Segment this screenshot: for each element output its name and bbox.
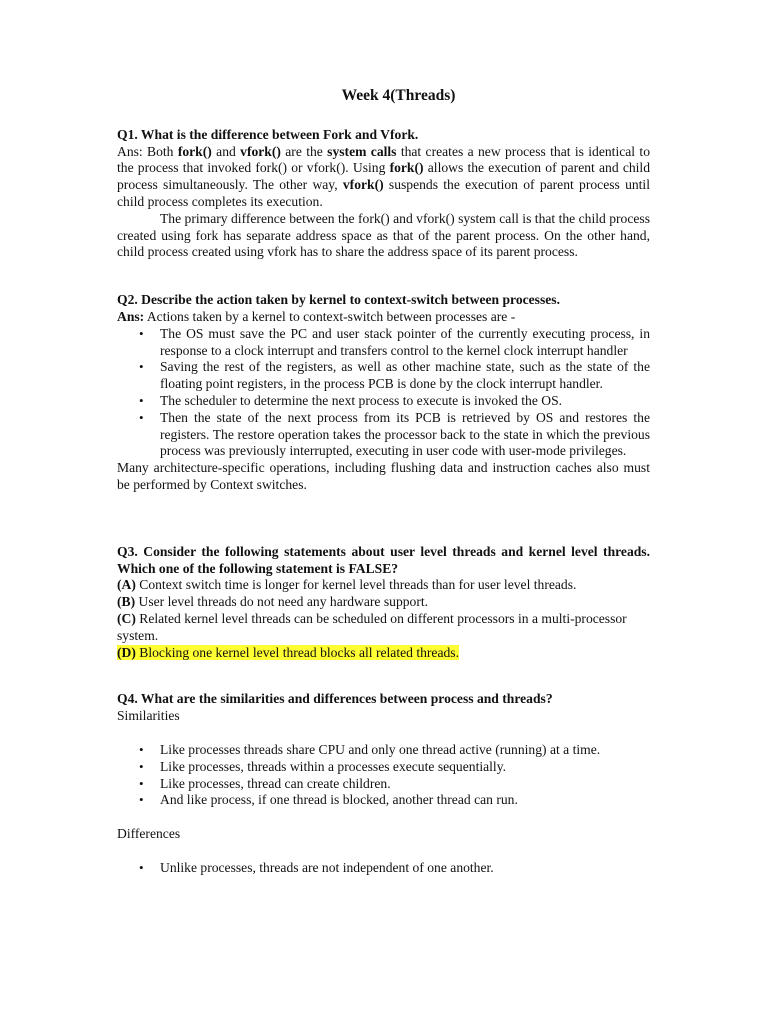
list-item: • Like processes, threads within a processes execute sequentially. [160,759,650,776]
differences-label: Differences [117,826,181,842]
q3-option-a: (A) Context switch time is longer for kernel level threads than for user level threads. [117,577,577,593]
list-item: • The OS must save the PC and user stack pointer of the currently executing process, in response to a clock interrupt and transfers control to the kernel clock interrupt handler [160,326,650,360]
q3-question: Q3. Consider the following statements about user level threads and kernel level threads. Which one of the following statement is FALSE? [117,543,650,576]
q2-closing: Many architecture-specific operations, including flushing data and instruction caches also must be performed by Context switches. [117,460,650,492]
list-item: • Like processes threads share CPU and only one thread active (running) at a time. [160,742,650,759]
q1-question: Q1. What is the difference between Fork and Vfork. [117,126,419,142]
q2-question: Q2. Describe the action taken by kernel to context-switch between processes. [117,292,560,308]
q3-option-d [117,645,650,662]
q2-answer-intro: Ans: Actions taken by a kernel to context-switch between processes are - [117,308,516,324]
q3-option-c: (C) Related kernel level threads can be scheduled on different processors in a multi-processor system. [117,610,627,643]
similarities-label: Similarities [117,708,180,724]
list-item: • Then the state of the next process from its PCB is retrieved by OS and restores the registers. The restore operation takes the processor back to the state in which the previous process was previously interrupted, executing in user code with user-mode privileges. [160,410,650,460]
q4-question: Q4. What are the similarities and differences between process and threads? [117,691,553,707]
q1-answer-para2: The primary difference between the fork() and vfork() system call is that the child process created using fork has separate address space as that of the parent process. On the other hand, child process created using vfork has to share the address space of its parent process. [117,210,650,260]
differences-list [117,860,650,877]
page-title: Week 4(Threads) [341,87,456,104]
similarities-list [117,742,650,809]
list-item: • Unlike processes, threads are not independent of one another. [160,860,650,877]
list-item: • Saving the rest of the registers, as well as other machine state, such as the state of the floating point registers, in the process PCB is done by the clock interrupt handler. [160,359,650,393]
highlighted-answer: (D) Blocking one kernel level thread blocks all related threads. [117,644,459,660]
q2-bullet-list [117,326,650,460]
list-item: • The scheduler to determine the next process to execute is invoked the OS. [160,393,650,410]
q1-answer: Ans: Both fork() and vfork() are the system calls that creates a new process that is identical to the process that invoked fork() or vfork(). Using fork() allows the execution of parent and child process simultaneously. The other way, vfork() suspends the execution of parent process until child process completes its execution. [117,143,651,209]
list-item: • Like processes, thread can create children. [160,776,650,793]
q3-option-b: (B) User level threads do not need any hardware support. [117,594,429,610]
list-item: • And like process, if one thread is blocked, another thread can run. [160,792,650,809]
